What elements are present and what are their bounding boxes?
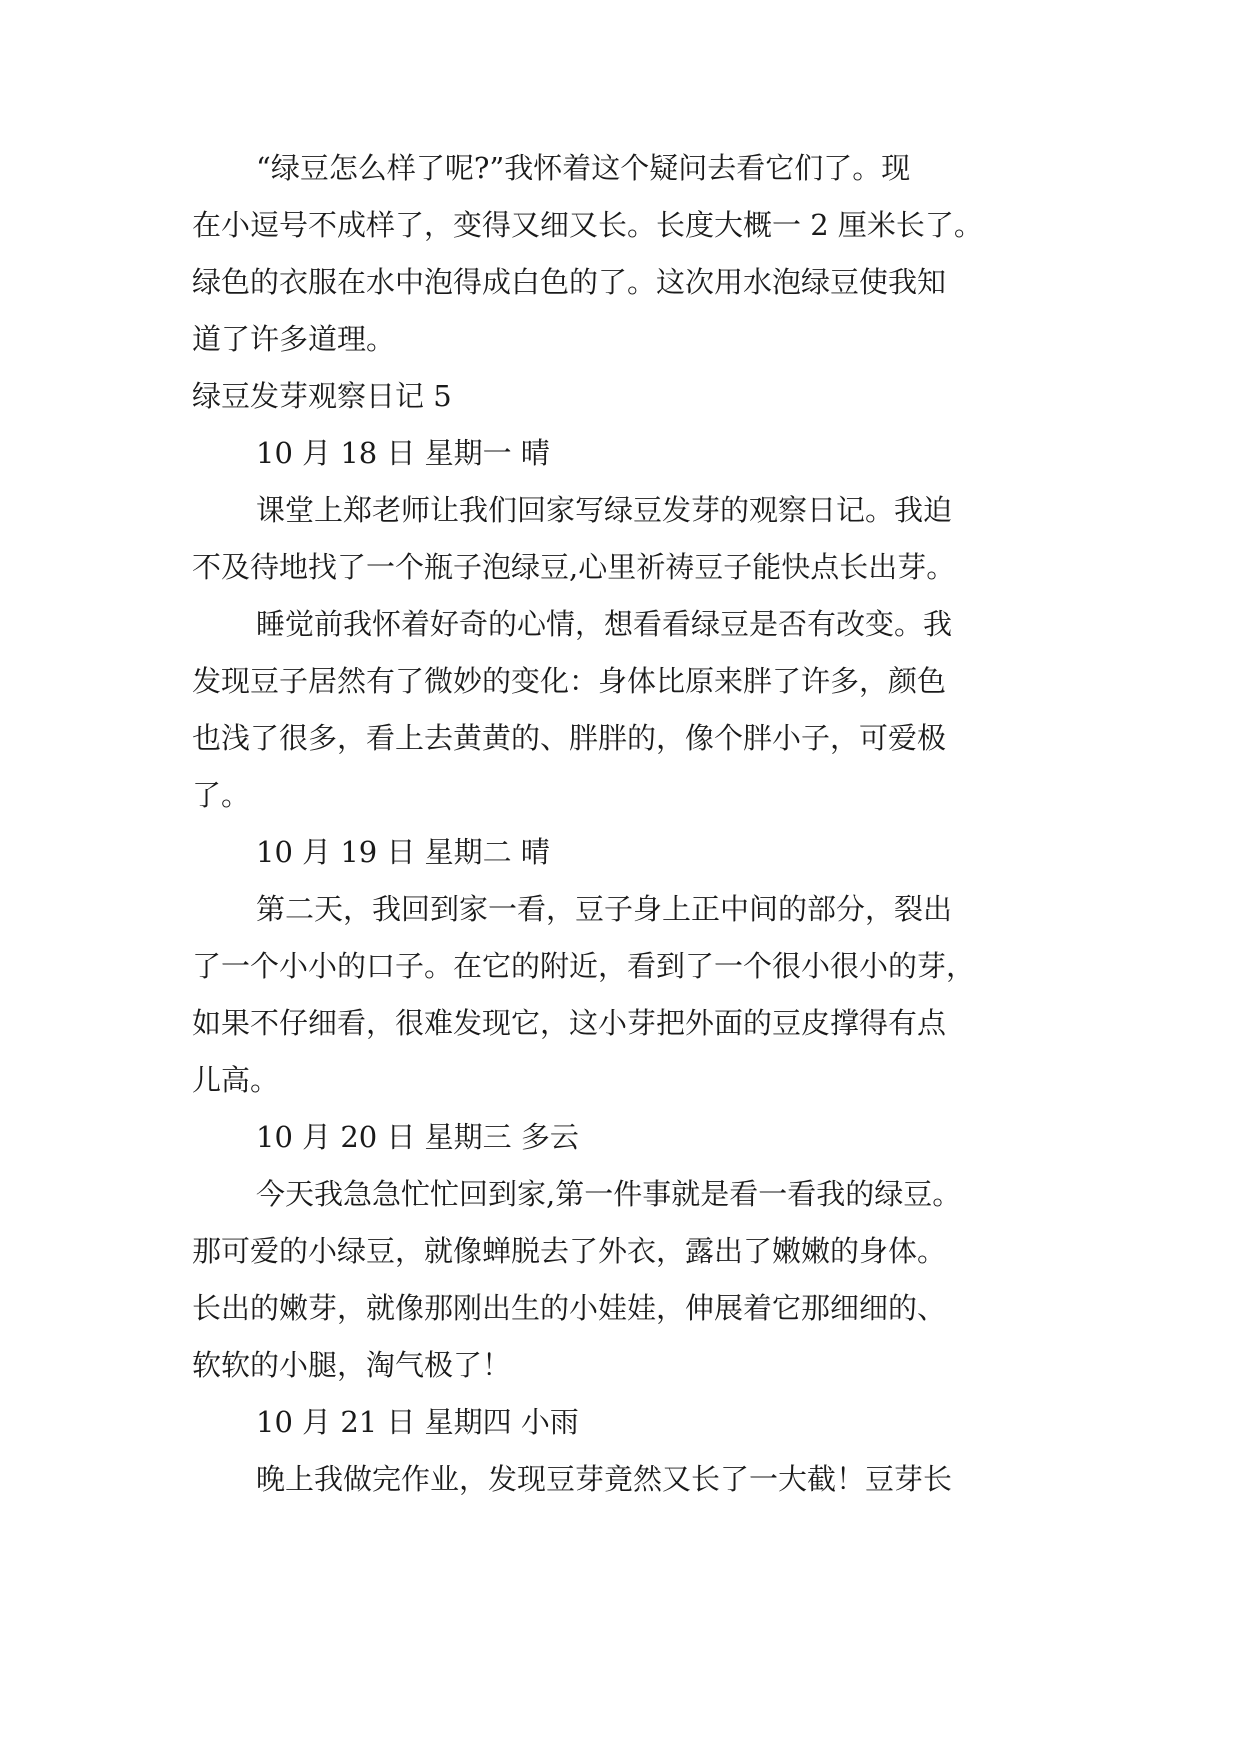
paragraph-line: 了一个小小的口子。在它的附近，看到了一个很小很小的芽， <box>192 949 976 983</box>
paragraph-line: 晚上我做完作业，发现豆芽竟然又长了一大截！豆芽长 <box>256 1462 953 1496</box>
diary-date-line: 10 月 21 日 星期四 小雨 <box>256 1405 579 1439</box>
paragraph-line: 睡觉前我怀着好奇的心情，想看看绿豆是否有改变。我 <box>256 607 953 641</box>
paragraph-line: 那可爱的小绿豆，就像蝉脱去了外衣，露出了嫩嫩的身体。 <box>192 1234 947 1268</box>
paragraph-line: 也浅了很多，看上去黄黄的、胖胖的，像个胖小子，可爱极 <box>192 721 947 755</box>
diary-date-line: 10 月 18 日 星期一 晴 <box>256 436 550 470</box>
paragraph-line: 在小逗号不成样了，变得又细又长。长度大概一 2 厘米长了。 <box>192 208 983 242</box>
diary-date-line: 10 月 20 日 星期三 多云 <box>256 1120 579 1154</box>
paragraph-line: 不及待地找了一个瓶子泡绿豆,心里祈祷豆子能快点长出芽。 <box>192 550 956 584</box>
paragraph-line: 发现豆子居然有了微妙的变化：身体比原来胖了许多，颜色 <box>192 664 947 698</box>
section-title: 绿豆发芽观察日记 5 <box>192 379 452 413</box>
paragraph-line: 了。 <box>192 778 251 812</box>
paragraph-line: 道了许多道理。 <box>192 322 396 356</box>
paragraph-line: 长出的嫩芽，就像那刚出生的小娃娃，伸展着它那细细的、 <box>192 1291 947 1325</box>
paragraph-line: “绿豆怎么样了呢?”我怀着这个疑问去看它们了。现 <box>256 151 911 185</box>
paragraph-line: 绿色的衣服在水中泡得成白色的了。这次用水泡绿豆使我知 <box>192 265 947 299</box>
paragraph-line: 如果不仔细看，很难发现它，这小芽把外面的豆皮撑得有点 <box>192 1006 947 1040</box>
paragraph-line: 第二天，我回到家一看，豆子身上正中间的部分，裂出 <box>256 892 953 926</box>
diary-date-line: 10 月 19 日 星期二 晴 <box>256 835 550 869</box>
paragraph-line: 儿高。 <box>192 1063 280 1097</box>
paragraph-line: 课堂上郑老师让我们回家写绿豆发芽的观察日记。我迫 <box>256 493 953 527</box>
paragraph-line: 今天我急急忙忙回到家,第一件事就是看一看我的绿豆。 <box>256 1177 962 1211</box>
paragraph-line: 软软的小腿，淘气极了！ <box>192 1348 512 1382</box>
